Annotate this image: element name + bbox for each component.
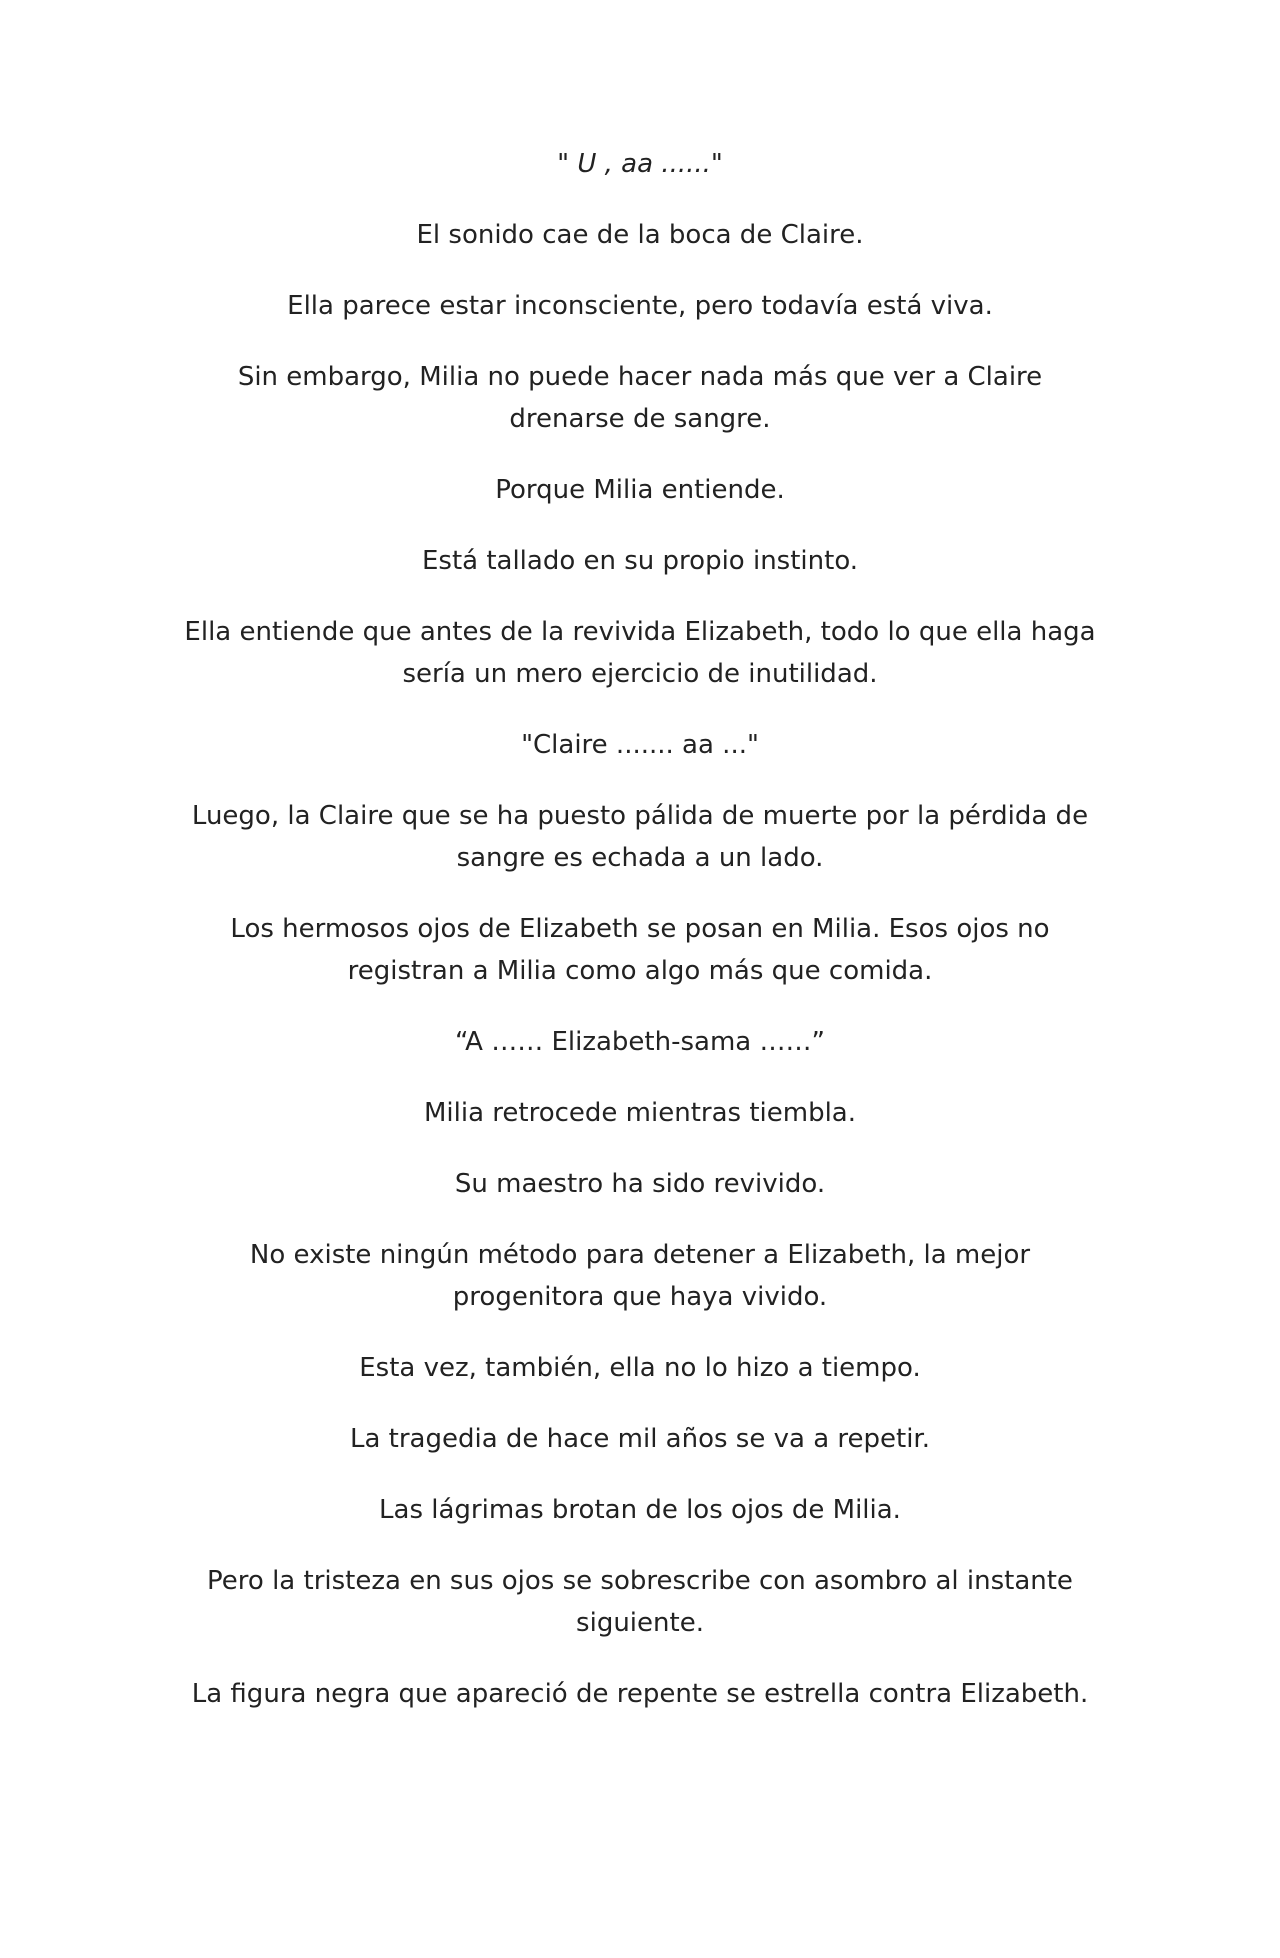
paragraph: "Claire ....... aa ..." — [521, 730, 759, 760]
paragraph: Está tallado en su propio instinto. — [421, 546, 859, 576]
paragraph: “A …… Elizabeth-sama ……” — [455, 1027, 825, 1057]
paragraph: Ella parece estar inconsciente, pero todavía está viva. — [287, 291, 993, 321]
paragraph: Esta vez, también, ella no lo hizo a tiempo. — [359, 1353, 921, 1383]
paragraph: Pero la tristeza en sus ojos se sobrescribe con asombro al instante siguiente. — [207, 1566, 1073, 1638]
paragraph: No existe ningún método para detener a Elizabeth, la mejor progenitora que haya vivido. — [249, 1240, 1031, 1312]
paragraph: Porque Milia entiende. — [495, 475, 785, 505]
paragraph: La figura negra que apareció de repente se estrella contra Elizabeth. — [191, 1679, 1089, 1709]
paragraph: Milia retrocede mientras tiembla. — [423, 1098, 856, 1128]
paragraph: Sin embargo, Milia no puede hacer nada más que ver a Claire drenarse de sangre. — [237, 362, 1043, 434]
paragraph: Luego, la Claire que se ha puesto pálida de muerte por la pérdida de sangre es echada a un lado. — [191, 801, 1089, 873]
paragraph: Los hermosos ojos de Elizabeth se posan en Milia. Esos ojos no registran a Milia como algo más que comida. — [230, 914, 1050, 986]
paragraph: Las lágrimas brotan de los ojos de Milia. — [379, 1495, 901, 1525]
paragraph: La tragedia de hace mil años se va a repetir. — [349, 1424, 930, 1454]
paragraph: El sonido cae de la boca de Claire. — [416, 220, 864, 250]
document-body — [180, 143, 1100, 1744]
paragraph: Su maestro ha sido revivido. — [454, 1169, 826, 1199]
paragraph: Ella entiende que antes de la revivida Elizabeth, todo lo que ella haga sería un mero ejercicio de inutilidad. — [184, 617, 1096, 689]
paragraph: " U , aa ......" — [557, 149, 723, 179]
